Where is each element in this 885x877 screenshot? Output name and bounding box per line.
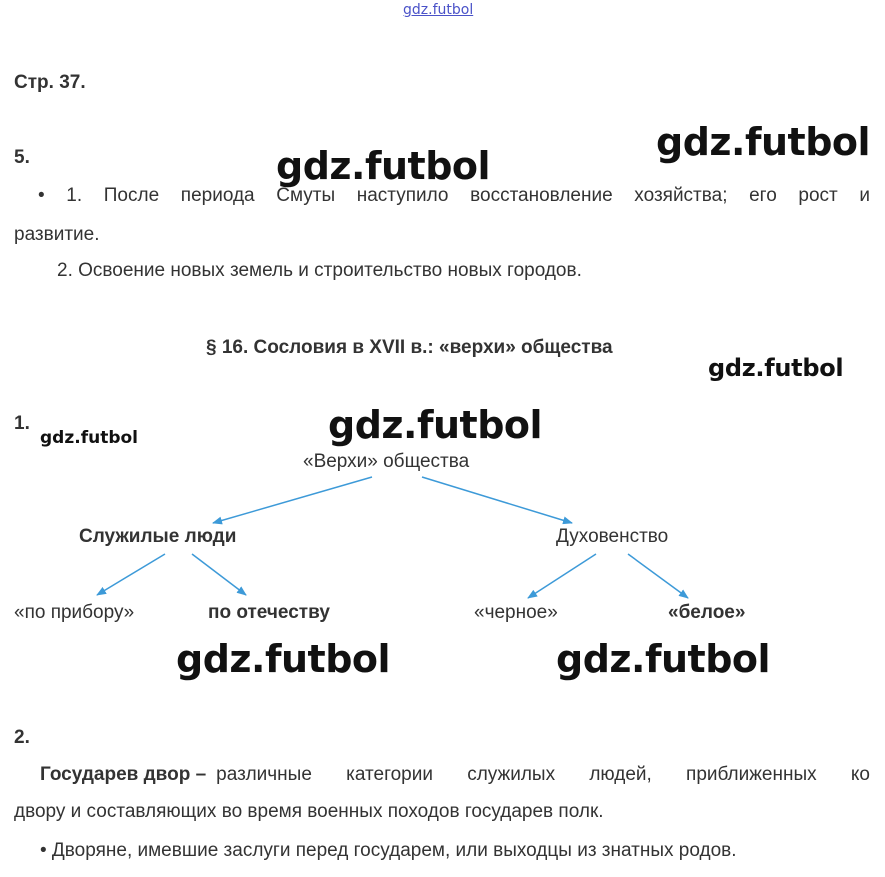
watermark: gdz.futbol: [176, 637, 391, 681]
question-5-item-1: • 1. После периода Смуты наступило восстановление хозяйства; его рост и: [38, 185, 870, 206]
arrow-root-left: [213, 477, 372, 523]
question-1-number: 1.: [14, 413, 30, 434]
arrow-right-chern: [528, 554, 596, 598]
question-5-item-2: 2. Освоение новых земель и строительство новых городов.: [57, 260, 582, 281]
diagram-root: «Верхи» общества: [303, 451, 470, 472]
watermark: gdz.futbol: [40, 428, 138, 448]
watermark: gdz.futbol: [556, 637, 771, 681]
arrow-right-bel: [628, 554, 688, 598]
arrow-left-otech: [192, 554, 246, 595]
diagram-leaf: по отечеству: [208, 602, 330, 623]
section-title: § 16. Сословия в XVII в.: «верхи» общества: [206, 337, 613, 358]
watermark-top-link[interactable]: gdz.futbol: [403, 2, 474, 18]
question-2-definition-cont: двору и составляющих во время военных походов государев полк.: [14, 801, 604, 822]
term-name: Государев двор –: [40, 764, 207, 785]
term-definition: различные категории служилых людей, приближенных ко: [216, 764, 870, 785]
watermark: gdz.futbol: [276, 144, 491, 188]
question-2-definition: [40, 764, 870, 786]
watermark: gdz.futbol: [708, 354, 844, 382]
arrow-left-prib: [97, 554, 165, 595]
page-reference: Стр. 37.: [14, 72, 86, 93]
diagram-leaf: «по прибору»: [14, 602, 135, 623]
watermark: gdz.futbol: [656, 120, 871, 164]
question-2-number: 2.: [14, 727, 30, 748]
diagram-leaf: «белое»: [668, 602, 746, 623]
arrow-root-right: [422, 477, 572, 523]
watermark: gdz.futbol: [328, 403, 543, 447]
question-5-item-1-cont: развитие.: [14, 224, 100, 245]
question-5-number: 5.: [14, 147, 30, 168]
diagram-node-left: Служилые люди: [79, 526, 237, 547]
diagram-leaf: «черное»: [474, 602, 558, 623]
question-2-bullet: • Дворяне, имевшие заслуги перед государем, или выходцы из знатных родов.: [40, 840, 737, 861]
diagram-node-right: Духовенство: [556, 526, 669, 547]
